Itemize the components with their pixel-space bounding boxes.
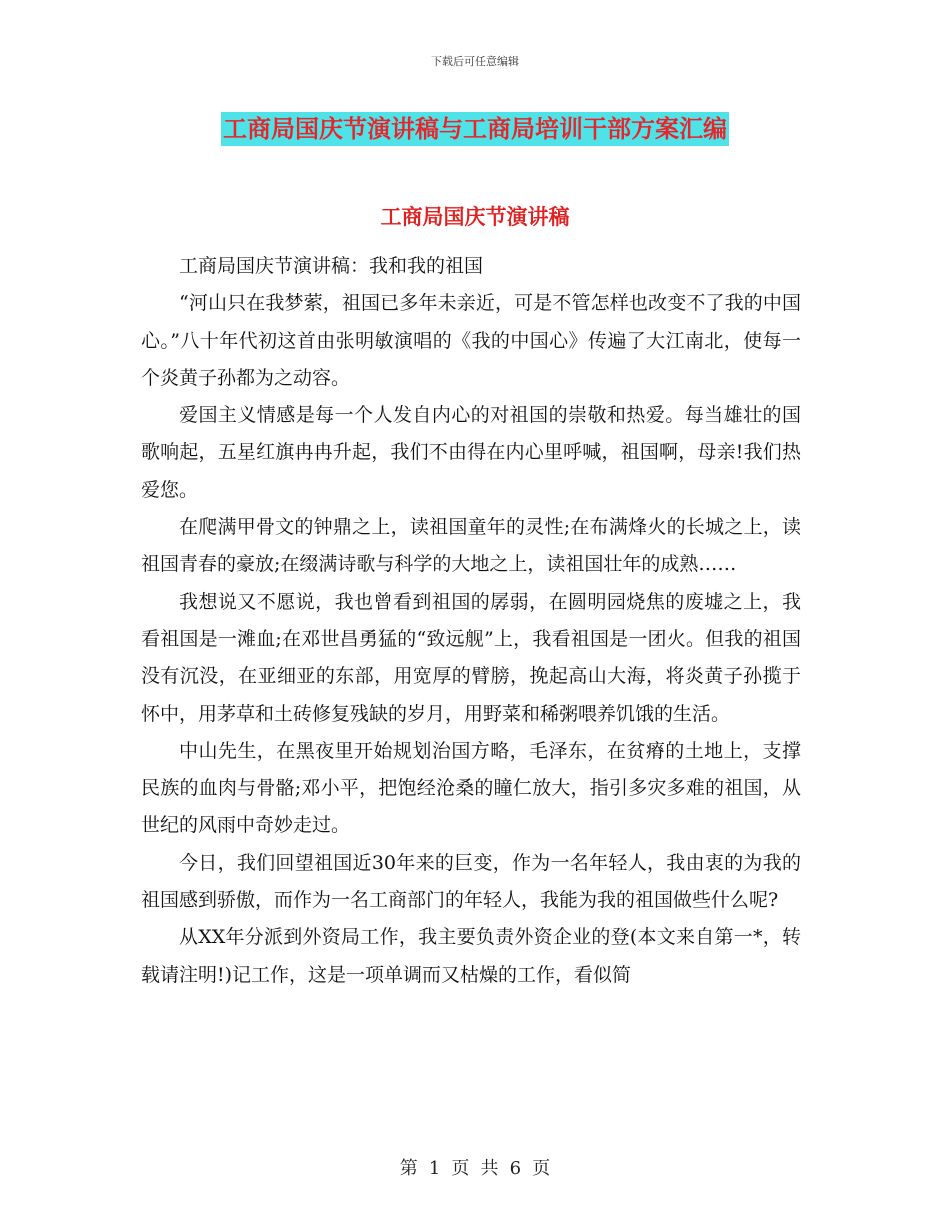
paragraph: 今日，我们回望祖国近30年来的巨变，作为一名年轻人，我由衷的为我的祖国感到骄傲，而作为一名工商部门的年轻人，我能为我的祖国做些什么呢? [141, 851, 801, 912]
section-title: 工商局国庆节演讲稿 [380, 205, 570, 229]
paragraph: 从XX年分派到外资局工作，我主要负责外资企业的登(本文来自第一*，转载请注明!)记工作，这是一项单调而又枯燥的工作，看似简 [141, 926, 801, 986]
paragraph: 我想说又不愿说，我也曾看到祖国的孱弱，在圆明园烧焦的废墟之上，我看祖国是一滩血;在邓世昌勇猛的“致远舰”上，我看祖国是一团火。但我的祖国没有沉没，在亚细亚的东部，用宽厚的臂膀，挽起高山大海，将炎黄子孙揽于怀中，用茅草和土砖修复残缺的岁月，用野菜和稀粥喂养饥饿的生活。 [141, 590, 801, 725]
paragraph: 工商局国庆节演讲稿：我和我的祖国 [179, 255, 484, 277]
body-text [141, 248, 801, 994]
paragraph: “河山只在我梦萦，祖国已多年未亲近，可是不管怎样也改变不了我的中国心。”八十年代初这首由张明敏演唱的《我的中国心》传遍了大江南北，使每一个炎黄子孙都为之动容。 [141, 292, 801, 389]
paragraph: 爱国主义情感是每一个人发自内心的对祖国的崇敬和热爱。每当雄壮的国歌响起，五星红旗冉冉升起，我们不由得在内心里呼喊，祖国啊，母亲!我们热爱您。 [141, 404, 801, 501]
header-note: 下载后可任意编辑 [431, 55, 519, 68]
document-title-text: 工商局国庆节演讲稿与工商局培训干部方案汇编 [221, 112, 729, 146]
document-title [0, 112, 950, 146]
page-footer: 第 1 页 共 6 页 [399, 1158, 551, 1179]
paragraph: 中山先生，在黑夜里开始规划治国方略，毛泽东，在贫瘠的土地上，支撑民族的血肉与骨骼;邓小平，把饱经沧桑的瞳仁放大，指引多灾多难的祖国，从世纪的风雨中奇妙走过。 [141, 739, 801, 837]
paragraph: 在爬满甲骨文的钟鼎之上，读祖国童年的灵性;在布满烽火的长城之上，读祖国青春的豪放;在缀满诗歌与科学的大地之上，读祖国壮年的成熟…… [141, 516, 801, 576]
